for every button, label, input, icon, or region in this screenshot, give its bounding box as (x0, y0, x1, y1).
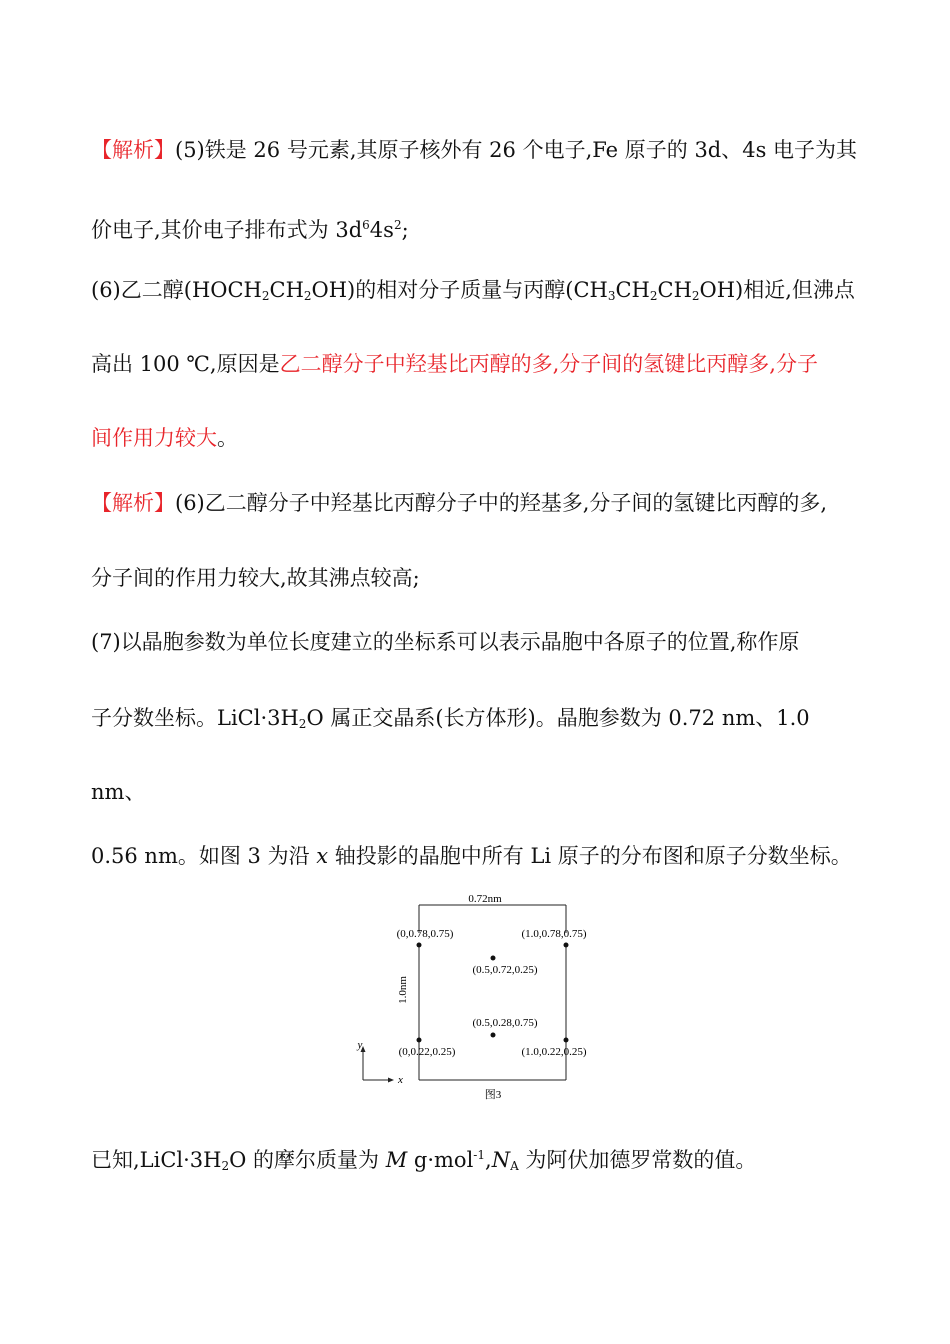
analysis-tag: 【解析】 (91, 138, 175, 162)
coord-label-center-lower: (0.5,0.28,0.75) (472, 1017, 538, 1029)
question-6-line-3: 间作用力较大。 (91, 426, 238, 450)
li-atom-bottom-left (417, 1038, 422, 1043)
x-axis-label: x (398, 1074, 403, 1086)
coord-label-bottom-right: (1.0,0.22,0.25) (521, 1046, 587, 1058)
given-info-line: 已知$,LiCl\cdot 3H_2O$ 的摩尔质量为 M $g\cdot mol^{-1},N_A$ 为阿伏加德罗常数的值。 (91, 1148, 757, 1173)
analysis-tag: 【解析】 (91, 491, 175, 515)
li-atom-top-left (417, 943, 422, 948)
answer-text-end: 间作用力较大 (91, 426, 217, 450)
figure-3 (350, 890, 610, 1105)
coord-label-center-upper: (0.5,0.72,0.25) (472, 964, 538, 976)
li-atom-center-upper (491, 956, 496, 961)
analysis-6-line-2: 分子间的作用力较大,故其沸点较高; (91, 566, 420, 590)
coord-label-top-left: (0,0.78,0.75) (396, 928, 454, 940)
li-atom-bottom-right (564, 1038, 569, 1043)
analysis-5-line-1: 【解析】(5)铁是 26 号元素,其原子核外有 26 个电子,Fe 原子的 3d、4s 电子为其 (91, 138, 858, 162)
y-axis-label: y (357, 1039, 363, 1051)
li-atom-center-lower (491, 1033, 496, 1038)
analysis-6-line-1: 【解析】(6)乙二醇分子中羟基比丙醇分子中的羟基多,分子间的氢键比丙醇的多, (91, 491, 828, 515)
question-6-line-2: 高出 100 ℃,原因是乙二醇分子中羟基比丙醇的多,分子间的氢键比丙醇多,分子 (91, 352, 818, 376)
answer-text: 乙二醇分子中羟基比丙醇的多,分子间的氢键比丙醇多,分子 (279, 352, 818, 376)
coord-label-top-right: (1.0,0.78,0.75) (521, 928, 587, 940)
question-6-line-1: (6)乙二醇$(HOCH_2CH_2OH)$的相对分子质量与丙醇$(CH_3CH_2CH_2OH)$相近,但沸点 (91, 278, 855, 303)
li-atom-top-right (564, 943, 569, 948)
question-7-line-4: 0.56 nm。如图 3 为沿 x 轴投影的晶胞中所有 Li 原子的分布图和原子分数坐标。 (91, 844, 852, 868)
height-label: 1.0nm (397, 976, 409, 1004)
question-7-line-3: nm、 (91, 780, 146, 804)
coord-label-bottom-left: (0,0.22,0.25) (398, 1046, 456, 1058)
question-7-line-2: 子分数坐标。$LiCl\cdot 3H_2O$ 属正交晶系(长方体形)。晶胞参数为 0.72 nm、1.0 (91, 706, 810, 731)
question-7-line-1: (7)以晶胞参数为单位长度建立的坐标系可以表示晶胞中各原子的位置,称作原 (91, 630, 800, 654)
width-label: 0.72nm (468, 893, 502, 905)
unit-cell-projection-diagram (350, 890, 610, 1105)
figure-caption: 图3 (484, 1089, 502, 1101)
analysis-5-line-2: 价电子,其价电子排布式为 $3d^64s^2$; (91, 218, 409, 242)
